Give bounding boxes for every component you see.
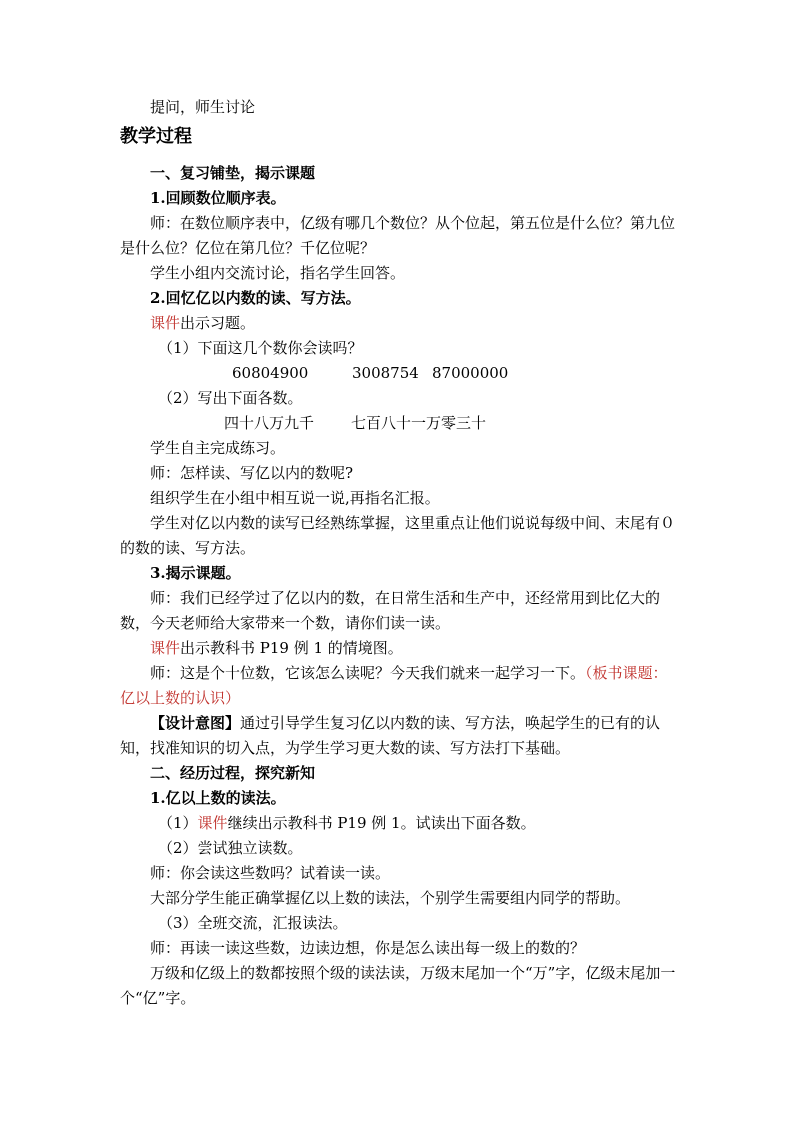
teacher-talk-2 [120,661,680,711]
student-reading: 大部分学生能正确掌握亿以上数的读法，个别学生需要组内同学的帮助。 [150,889,631,907]
reading-rule: 万级和亿级上的数都按照个级的读法读，万级末尾加一个“万”字，亿级末尾加一个“亿”字。 [120,964,676,1007]
group-discussion: 组织学生在小组中相互说一说,再指名汇报。 [150,489,440,507]
design-intent-label: 【设计意图】 [150,714,241,732]
number-list [120,361,680,386]
design-intent [120,711,680,761]
board-title: （板书课题：亿以上数的认识） [120,664,668,707]
part-2-1-title: 1.亿以上数的读法。 [150,789,286,807]
courseware-text: 出示教科书 P19 例 1 的情境图。 [180,639,403,657]
exercise-1: （1）下面这几个数你会读吗？ [158,339,363,357]
section-1-title: 一、复习铺垫，揭示课题 [150,164,316,182]
design-intent-text: 通过引导学生复习亿以内数的读、写方法，唤起学生的已有的认知，找准知识的切入点，为学生学习更大数的读、写方法打下基础。 [120,714,661,757]
step-1 [120,811,680,836]
courseware-text: 出示习题。 [180,314,256,332]
word-number-list [120,411,680,436]
courseware-tag: 课件 [197,814,228,832]
student-answer-1: 学生小组内交流讨论，指名学生回答。 [150,264,406,282]
step-2: （2）尝试独立读数。 [158,839,303,857]
courseware-line-1 [120,311,680,336]
teacher-talk-2-text: 师：这是个十位数，它该怎么读呢？今天我们就来一起学习一下。 [150,664,586,682]
step-3: （3）全班交流，汇报读法。 [158,914,348,932]
step-1-number: （1） [158,814,198,832]
intro-line: 提问，师生讨论 [150,98,256,116]
teaching-note: 学生对亿以内数的读写已经熟练掌握，这里重点让他们说说每级中间、末尾有０的数的读、写方法。 [120,514,676,557]
teacher-question-1: 师：在数位顺序表中，亿级有哪几个数位？从个位起，第五位是什么位？第九位是什么位？亿位在第几位？千亿位呢？ [120,214,676,257]
step-1-text: 继续出示教科书 P19 例 1。试读出下面各数。 [227,814,536,832]
part-3-title: 3.揭示课题。 [150,564,241,582]
teacher-talk-1: 师：我们已经学过了亿以内的数，在日常生活和生产中，还经常用到比亿大的数，今天老师给大家带来一个数，请你们读一读。 [120,589,661,632]
section-2-title: 二、经历过程，探究新知 [150,764,316,782]
part-1-title: 1.回顾数位顺序表。 [150,189,286,207]
self-practice: 学生自主完成练习。 [150,439,286,457]
teacher-question-4: 师：再读一读这些数，边读边想，你是怎么读出每一级上的数的？ [150,939,586,957]
number-2: 3008754 [352,364,419,382]
courseware-tag: 课件 [150,639,181,657]
word-number-1: 四十八万九千 [224,414,315,432]
word-number-2: 七百八十一万零三十 [351,414,487,432]
teacher-question-2: 师：怎样读、写亿以内的数呢? [150,464,354,482]
teacher-question-3: 师：你会读这些数吗？试着读一读。 [150,864,391,882]
number-1: 60804900 [232,364,309,382]
number-3: 87000000 [432,364,509,382]
exercise-2: （2）写出下面各数。 [158,389,303,407]
section-heading: 教学过程 [120,126,192,147]
courseware-tag: 课件 [150,314,181,332]
courseware-line-2 [120,636,680,661]
document-body [120,95,680,1011]
part-2-title: 2.回忆亿以内数的读、写方法。 [150,289,361,307]
